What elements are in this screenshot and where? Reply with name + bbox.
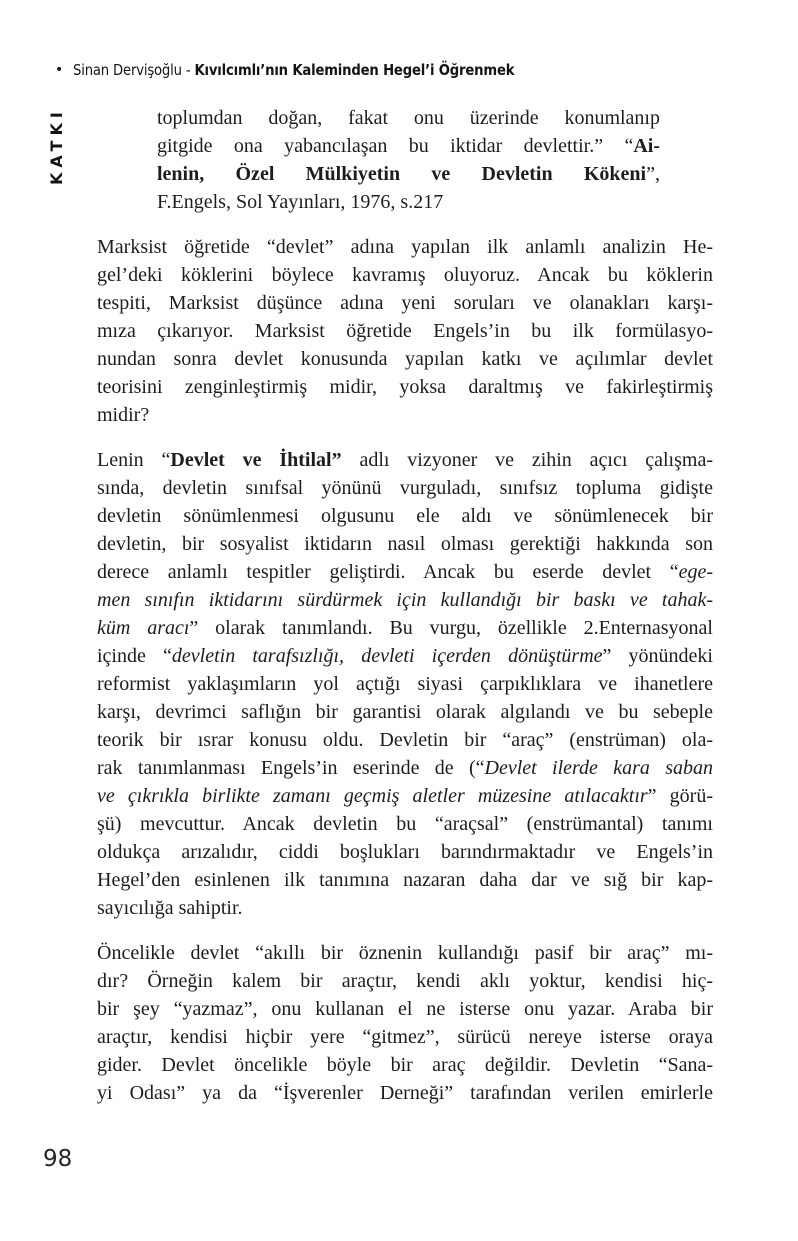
text-line [97, 1079, 713, 1107]
text-run: içinde “ [97, 645, 172, 667]
text-run: nundan sonra devlet konusunda yapılan katkı ve açılımlar devlet [97, 348, 713, 370]
text-run: ”, [646, 163, 660, 185]
body-text [97, 233, 713, 1107]
text-run: gel’deki köklerini böylece kavramış oluyoruz. Ancak bu köklerin [97, 264, 713, 286]
text-line [97, 233, 713, 261]
text-line [97, 586, 713, 614]
text-run: teorik bir ısrar konusu oldu. Devletin bir “araç” (enstrüman) ola- [97, 729, 713, 751]
text-line [97, 754, 713, 782]
text-line [157, 104, 660, 132]
text-run: Ai- [633, 135, 660, 157]
text-run: tespiti, Marksist düşünce adına yeni soruları ve olanakları karşı- [97, 292, 713, 314]
quote-block [157, 104, 660, 216]
text-line [97, 530, 713, 558]
text-line [97, 502, 713, 530]
text-run: Hegel’den esinlenen ilk tanımına nazaran daha dar ve sığ bir kap- [97, 869, 713, 891]
text-line [157, 188, 660, 216]
text-line [97, 558, 713, 586]
text-line [97, 838, 713, 866]
sidebar-section-label: KATKI [47, 107, 66, 185]
text-run: bir şey “yazmaz”, onu kullanan el ne isterse onu yazar. Araba bir [97, 998, 713, 1020]
text-run: karşı, devrimci saflığın bir garantisi olarak algılandı ve bu sebeple [97, 701, 713, 723]
text-line [97, 1023, 713, 1051]
text-line [97, 939, 713, 967]
text-run: Lenin “ [97, 449, 171, 471]
text-run: Marksist öğretide “devlet” adına yapılan ilk anlamlı analizin He- [97, 236, 713, 258]
book-title: Kıvılcımlı’nın Kaleminden Hegel’i Öğrenmek [194, 61, 515, 79]
text-line [97, 289, 713, 317]
text-run: rak tanımlanması Engels’in eserinde de (“ [97, 757, 485, 779]
text-run: adlı vizyoner ve zihin açıcı çalışma- [341, 449, 713, 471]
text-run: dır? Örneğin kalem bir araçtır, kendi aklı yoktur, kendisi hiç- [97, 970, 713, 992]
page-header [55, 61, 575, 79]
paragraph [97, 233, 713, 429]
text-run: lenin, Özel Mülkiyetin ve Devletin Kökeni [157, 163, 647, 185]
text-line [157, 160, 660, 188]
text-line [97, 1051, 713, 1079]
text-run: devletin sönümlenmesi olgusunu ele aldı ve sönümlenecek bir [97, 505, 713, 527]
text-line [97, 401, 713, 429]
text-run: yi Odası” ya da “İşverenler Derneği” tarafından verilen emirlerle [97, 1082, 713, 1104]
bullet-icon: • [55, 62, 64, 78]
text-run: araçtır, kendisi hiçbir yere “gitmez”, sürücü nereye isterse oraya [97, 1026, 713, 1048]
text-run: ” görü- [647, 785, 713, 807]
text-run: sayıcılığa sahiptir. [97, 897, 243, 919]
text-run: men sınıfın iktidarını sürdürmek için kullandığı bir baskı ve tahak- [97, 589, 713, 611]
text-line [97, 373, 713, 401]
text-run: devletin, bir sosyalist iktidarın nasıl olması gerektiği hakkında son [97, 533, 713, 555]
text-line [97, 446, 713, 474]
text-run: midir? [97, 404, 150, 426]
text-run: gider. Devlet öncelikle böyle bir araç değildir. Devletin “Sana- [97, 1054, 713, 1076]
text-line [97, 894, 713, 922]
text-run: Devlet ve İhtilal” [170, 449, 342, 471]
text-run: ve çıkrıkla birlikte zamanı geçmiş aletler müzesine atılacaktır [97, 785, 648, 807]
paragraph [97, 939, 713, 1107]
text-line [97, 866, 713, 894]
text-line [97, 726, 713, 754]
text-line [97, 995, 713, 1023]
page-number: 98 [43, 1146, 73, 1172]
text-line [97, 261, 713, 289]
header-text [73, 61, 514, 79]
author-name: Sinan Dervişoğlu [73, 61, 183, 79]
text-line [97, 698, 713, 726]
text-run: oldukça arızalıdır, ciddi boşlukları barındırmaktadır ve Engels’in [97, 841, 713, 863]
text-line [97, 345, 713, 373]
text-run: devletin tarafsızlığı, devleti içerden dönüştürme [171, 645, 603, 667]
text-line [97, 782, 713, 810]
text-line [97, 474, 713, 502]
text-run: Devlet ilerde kara saban [484, 757, 713, 779]
text-line [97, 810, 713, 838]
text-line [97, 642, 713, 670]
text-line [97, 670, 713, 698]
text-run: mıza çıkarıyor. Marksist öğretide Engels’in bu ilk formülasyo- [97, 320, 713, 342]
text-run: ” olarak tanımlandı. Bu vurgu, özellikle 2.Enternasyonal [189, 617, 713, 639]
text-run: F.Engels, Sol Yayınları, 1976, s.217 [157, 191, 444, 213]
text-run: sında, devletin sınıfsal yönünü vurguladı, sınıfsız topluma gidişte [97, 477, 713, 499]
text-run: teorisini zenginleştirmiş midir, yoksa daraltmış ve fakirleştirmiş [97, 376, 713, 398]
text-run: derece anlamlı tespitler geliştirdi. Ancak bu eserde devlet “ [97, 561, 679, 583]
text-run: gitgide ona yabancılaşan bu iktidar devlettir.” “ [157, 135, 634, 157]
page-content [97, 104, 713, 1107]
text-run: ” yönündeki [602, 645, 713, 667]
header-separator: - [186, 61, 191, 79]
text-run: küm aracı [97, 617, 190, 639]
text-line [157, 132, 660, 160]
text-line [97, 967, 713, 995]
text-run: toplumdan doğan, fakat onu üzerinde konumlanıp [157, 107, 660, 129]
text-run: Öncelikle devlet “akıllı bir öznenin kullandığı pasif bir araç” mı- [97, 942, 713, 964]
text-line [97, 614, 713, 642]
text-run: reformist yaklaşımların yol açtığı siyasi çarpıklıklara ve ihanetlere [97, 673, 713, 695]
text-run: şü) mevcuttur. Ancak devletin bu “araçsal” (enstrümantal) tanımı [97, 813, 713, 835]
text-line [97, 317, 713, 345]
text-run: ege- [678, 561, 713, 583]
paragraph [97, 446, 713, 922]
